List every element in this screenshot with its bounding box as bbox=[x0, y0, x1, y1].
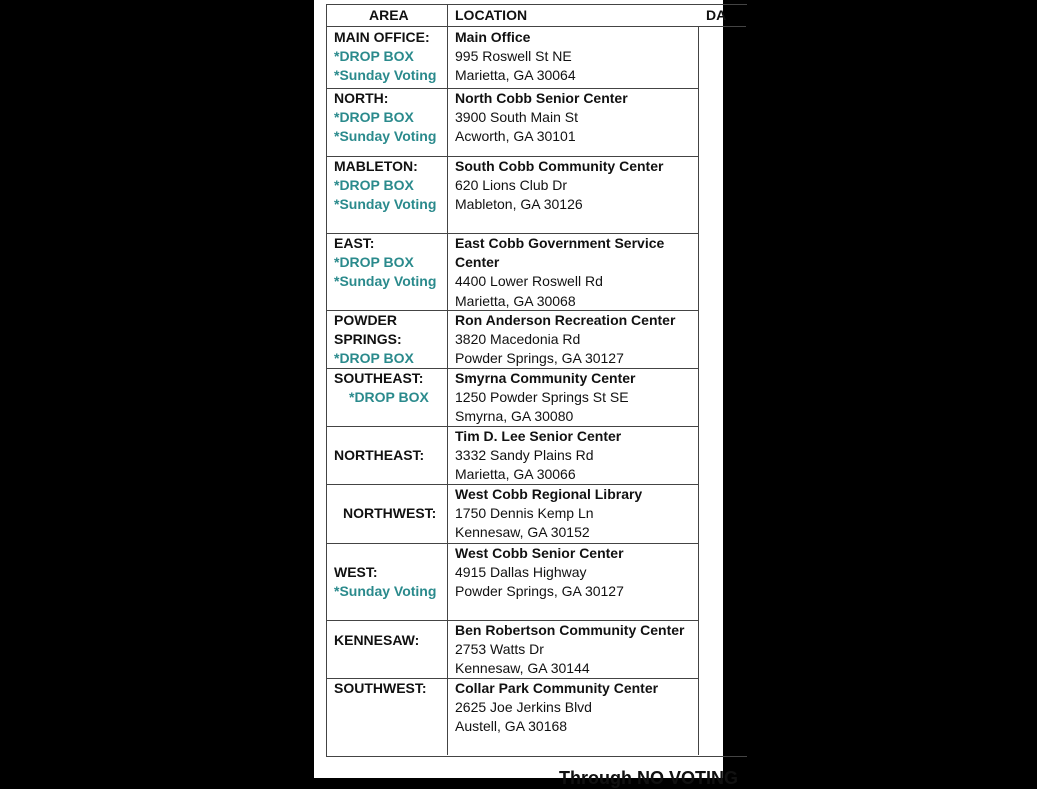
address-line: 620 Lions Club Dr bbox=[455, 177, 568, 194]
address-line: Powder Springs, GA 30127 bbox=[455, 583, 624, 600]
location-name: Ron Anderson Recreation Center bbox=[455, 312, 676, 328]
area-name: NORTHEAST: bbox=[334, 447, 425, 463]
address-line: 1250 Powder Springs St SE bbox=[455, 389, 629, 406]
footer-heading: Through NO VOTING bbox=[559, 768, 738, 788]
area-cell bbox=[334, 679, 459, 698]
location-cell bbox=[455, 369, 695, 427]
drop-box-tag: *DROP BOX bbox=[334, 109, 414, 126]
location-name: West Cobb Regional Library bbox=[455, 486, 643, 502]
sunday-voting-tag: *Sunday Voting bbox=[334, 583, 437, 600]
address-line: Kennesaw, GA 30144 bbox=[455, 660, 590, 677]
location-name: Tim D. Lee Senior Center bbox=[455, 428, 622, 444]
table-row bbox=[326, 233, 746, 310]
area-name: EAST: bbox=[334, 235, 375, 251]
table-row bbox=[326, 27, 746, 88]
area-name: NORTH: bbox=[334, 90, 389, 106]
address-line: Mableton, GA 30126 bbox=[455, 196, 583, 213]
address-line: 3900 South Main St bbox=[455, 109, 578, 126]
location-cell bbox=[455, 427, 695, 485]
area-cell bbox=[334, 446, 459, 465]
drop-box-tag: *DROP BOX bbox=[334, 350, 414, 367]
address-line: 2625 Joe Jerkins Blvd bbox=[455, 699, 592, 716]
location-name: Center bbox=[455, 254, 500, 271]
location-name: South Cobb Community Center bbox=[455, 158, 664, 174]
location-name: Collar Park Community Center bbox=[455, 680, 659, 696]
address-line: 995 Roswell St NE bbox=[455, 48, 572, 65]
location-cell bbox=[455, 679, 695, 737]
table-row bbox=[326, 620, 746, 678]
area-name: SOUTHWEST: bbox=[334, 680, 427, 696]
location-cell bbox=[455, 485, 695, 543]
address-line: Austell, GA 30168 bbox=[455, 718, 568, 735]
area-cell bbox=[334, 563, 459, 601]
table-row bbox=[326, 426, 746, 484]
location-cell bbox=[455, 544, 695, 602]
location-cell bbox=[455, 157, 695, 215]
sunday-voting-tag: *Sunday Voting bbox=[334, 67, 437, 84]
address-line: 4400 Lower Roswell Rd bbox=[455, 273, 603, 290]
area-name: POWDER bbox=[334, 312, 397, 328]
area-name: SPRINGS: bbox=[334, 331, 402, 348]
drop-box-tag: *DROP BOX bbox=[349, 389, 429, 406]
header-area: AREA bbox=[369, 7, 409, 23]
table-row bbox=[326, 156, 746, 233]
location-cell bbox=[455, 234, 695, 311]
address-line: Marietta, GA 30064 bbox=[455, 67, 576, 84]
address-line: Marietta, GA 30066 bbox=[455, 466, 576, 483]
location-name: Ben Robertson Community Center bbox=[455, 622, 685, 638]
header-date: DA bbox=[706, 7, 727, 23]
address-line: 3820 Macedonia Rd bbox=[455, 331, 581, 348]
drop-box-tag: *DROP BOX bbox=[334, 177, 414, 194]
area-name: WEST: bbox=[334, 564, 378, 580]
area-cell bbox=[334, 234, 459, 292]
address-line: 4915 Dallas Highway bbox=[455, 564, 587, 581]
area-name: KENNESAW: bbox=[334, 632, 420, 648]
header-location: LOCATION bbox=[455, 7, 528, 23]
sunday-voting-tag: *Sunday Voting bbox=[334, 196, 437, 213]
area-name: NORTHWEST: bbox=[343, 505, 437, 521]
table-row bbox=[326, 88, 746, 156]
area-name: SOUTHEAST: bbox=[334, 370, 424, 386]
table-row bbox=[326, 310, 746, 368]
table-row bbox=[326, 678, 746, 755]
address-line: Powder Springs, GA 30127 bbox=[455, 350, 624, 367]
area-cell bbox=[334, 28, 459, 86]
drop-box-tag: *DROP BOX bbox=[334, 48, 414, 65]
area-name: MAIN OFFICE: bbox=[334, 29, 430, 45]
address-line: Marietta, GA 30068 bbox=[455, 292, 576, 309]
location-name: North Cobb Senior Center bbox=[455, 90, 628, 106]
location-cell bbox=[455, 89, 695, 147]
address-line: Smyrna, GA 30080 bbox=[455, 408, 574, 425]
area-cell bbox=[334, 157, 459, 215]
location-name: Main Office bbox=[455, 29, 531, 45]
sunday-voting-tag: *Sunday Voting bbox=[334, 273, 437, 290]
table-row bbox=[326, 543, 746, 620]
table-row bbox=[326, 484, 746, 543]
location-cell bbox=[455, 28, 695, 86]
location-name: East Cobb Government Service bbox=[455, 235, 665, 251]
area-cell bbox=[334, 369, 459, 407]
area-cell bbox=[334, 89, 459, 147]
address-line: 3332 Sandy Plains Rd bbox=[455, 447, 594, 464]
area-cell bbox=[334, 504, 459, 523]
address-line: Acworth, GA 30101 bbox=[455, 128, 576, 145]
drop-box-tag: *DROP BOX bbox=[334, 254, 414, 271]
location-cell bbox=[455, 621, 695, 679]
location-cell bbox=[455, 311, 695, 369]
address-line: 2753 Watts Dr bbox=[455, 641, 544, 658]
table-row bbox=[326, 368, 746, 426]
address-line: 1750 Dennis Kemp Ln bbox=[455, 505, 594, 522]
address-line: Kennesaw, GA 30152 bbox=[455, 524, 590, 541]
sunday-voting-tag: *Sunday Voting bbox=[334, 128, 437, 145]
location-name: Smyrna Community Center bbox=[455, 370, 636, 386]
location-name: West Cobb Senior Center bbox=[455, 545, 624, 561]
area-cell bbox=[334, 631, 459, 650]
area-cell bbox=[334, 311, 459, 369]
area-name: MABLETON: bbox=[334, 158, 418, 174]
document-page bbox=[314, 0, 738, 788]
